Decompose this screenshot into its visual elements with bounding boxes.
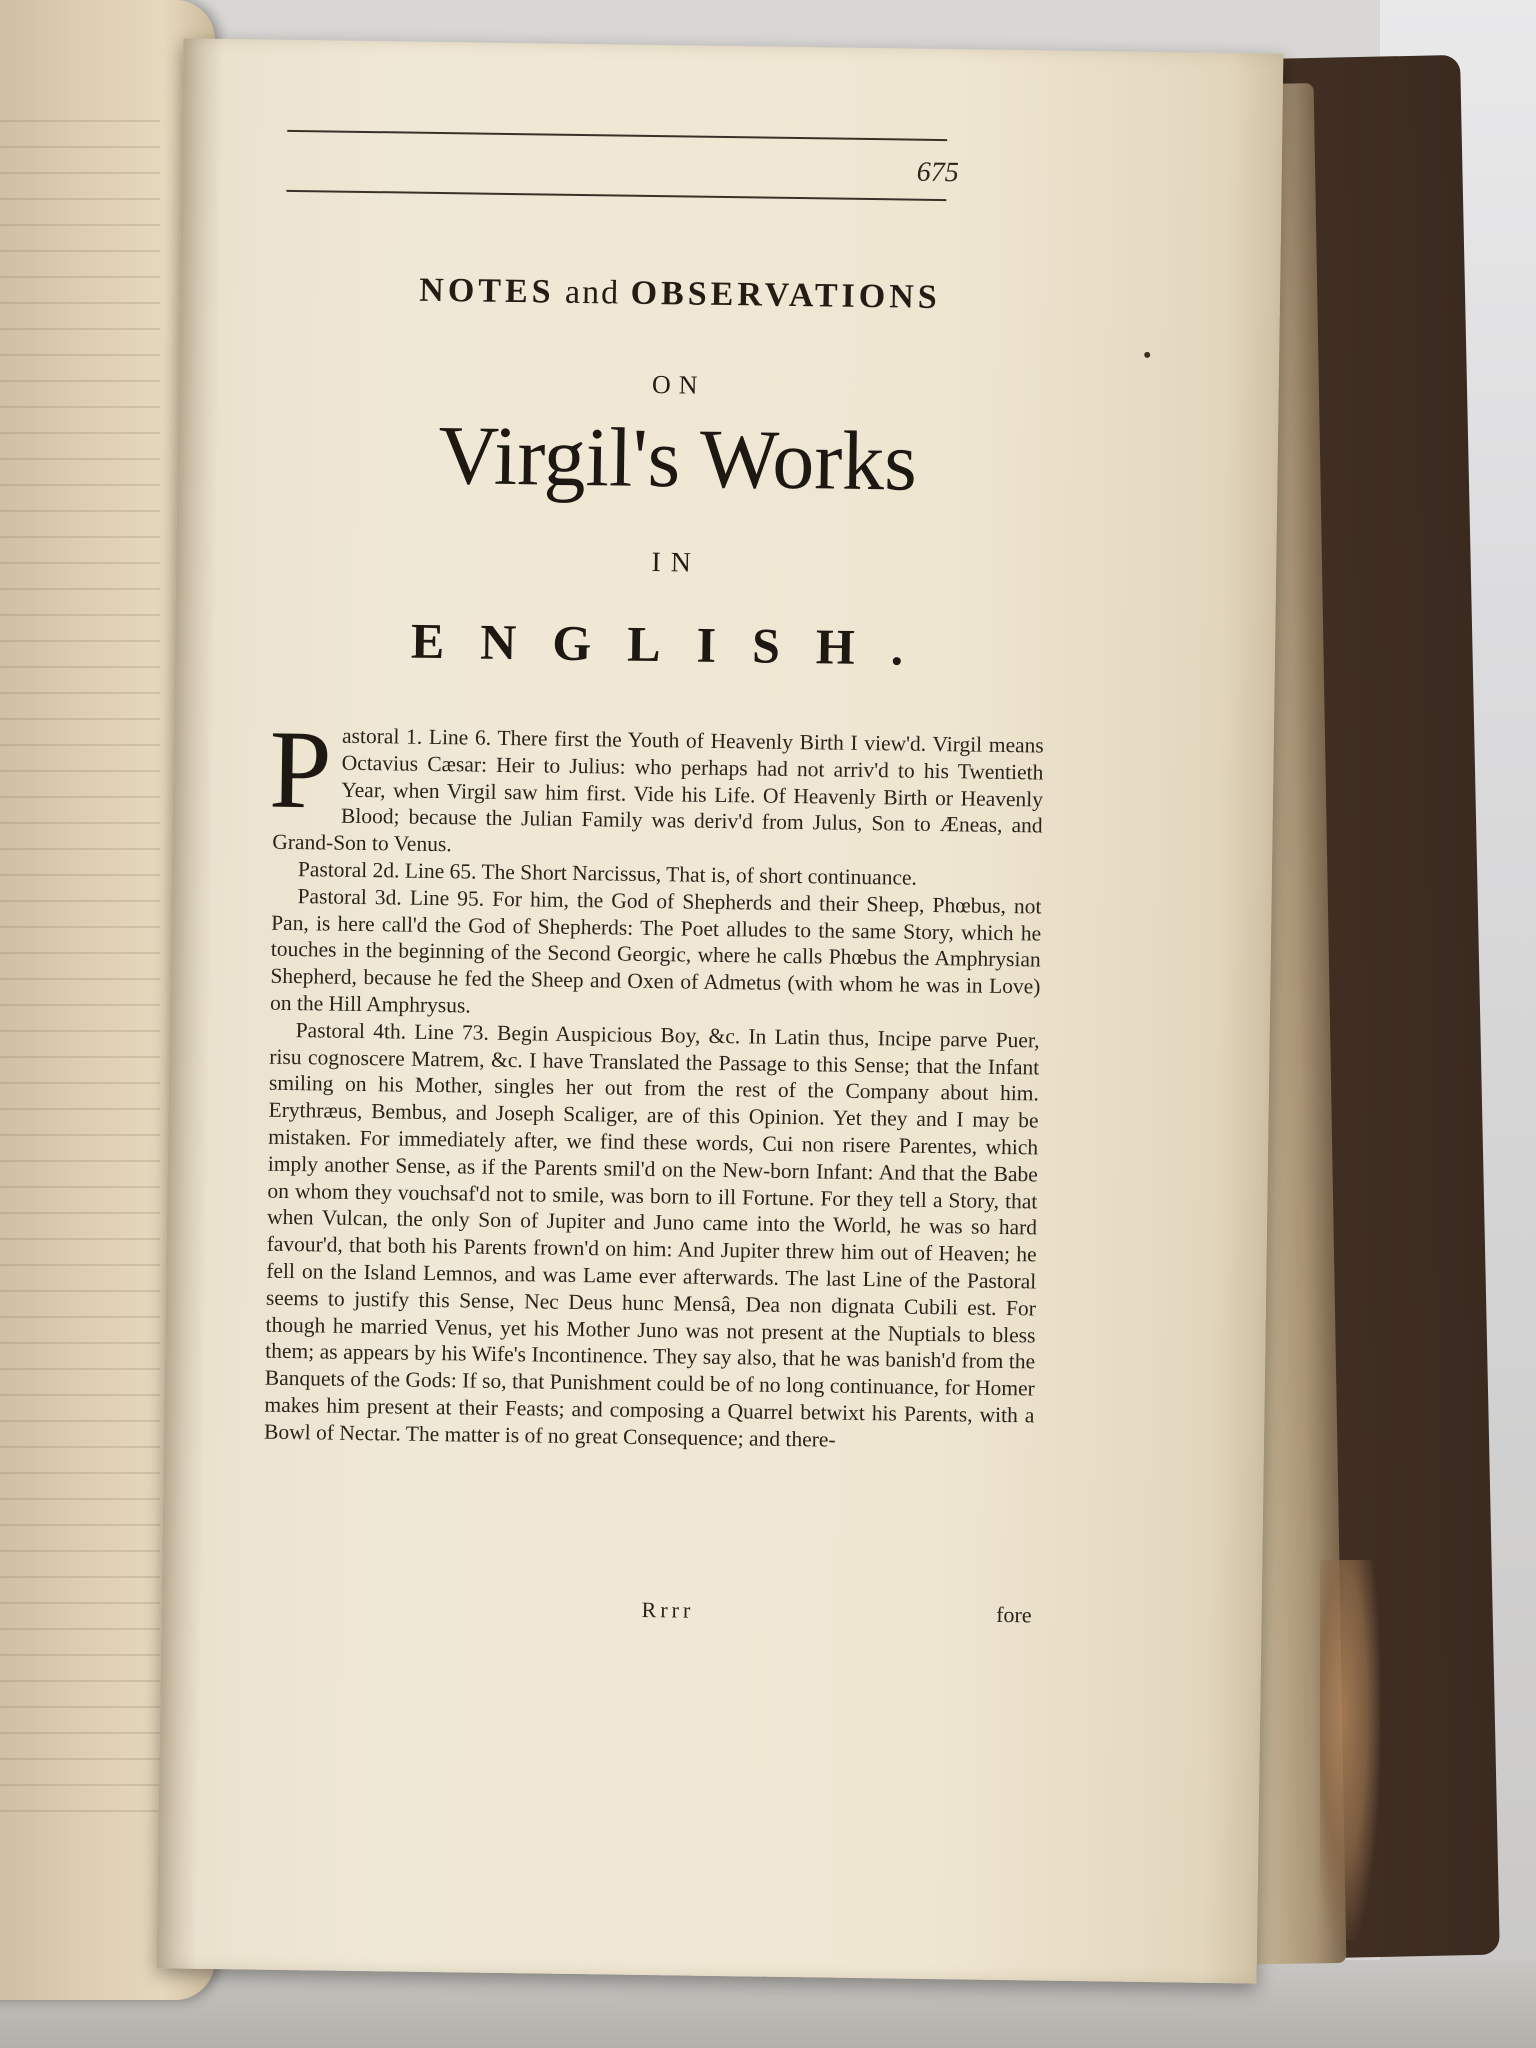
title-in: IN	[651, 547, 702, 579]
title-virgils-works: Virgil's Works	[437, 409, 918, 509]
page-number: 675	[916, 156, 959, 189]
paragraph-pastoral-1	[268, 707, 1044, 867]
ink-speck	[1144, 352, 1150, 358]
paragraph-pastoral-2: Pastoral 2d. Line 65. The Short Narcissus, That is, of short continuance.	[297, 857, 918, 890]
body-text	[263, 707, 1044, 1456]
drop-cap: P	[268, 707, 333, 833]
signature-mark: Rrrr	[641, 1596, 695, 1623]
title-line-notes	[240, 269, 1120, 319]
left-page-text-ghost	[0, 120, 160, 1820]
book-page	[157, 38, 1284, 1983]
header-rule-bottom	[286, 190, 946, 201]
catchword: fore	[996, 1601, 1032, 1628]
title-notes: NOTES	[419, 271, 555, 311]
paragraph-text: astoral 1. Line 6. There first the Youth of Heavenly Birth I view'd. Virgil means Octavius Cæsar: Heir to Julius: who perhaps had not arriv'd to his Twentieth Year, when Virgil saw him first. Vide his Life. Of Heavenly Birth or Heavenly Blood; because the Julian Family was deriv'd from Julus, Son to Æneas, and Grand-Son to Venus.	[272, 723, 1044, 857]
title-english: ENGLISH.	[410, 612, 940, 677]
paragraph-pastoral-4: Pastoral 4th. Line 73. Begin Auspicious Boy, &c. In Latin thus, Incipe parve Puer, risu cognoscere Matrem, &c. I have Translated the Passage to this Sense; that the Infant smiling on his Mother, singles her out from the rest of the Company about him. Erythræus, Bembus, and Joseph Scaliger, are of this Opinion. Yet they and I may be mistaken. For immediately after, we find these words, Cui non risere Parentes, which imply another Sense, as if the Parents smil'd on the New-born Infant: And that the Babe on whom they vouchsaf'd not to smile, was born to ill Fortune. For they tell a Story, that when Vulcan, the only Son of Jupiter and Juno came into the World, he was so hard favour'd, that both his Parents frown'd on him: And Jupiter threw him out of Heaven; he fell on the Island Lemnos, and was Lame ever afterwards. The last Line of the Pastoral seems to justify this Sense, Nec Deus hunc Mensâ, Dea non dignata Cubili est. For though he married Venus, yet his Mother Juno was not present at the Nuptials to bless them; as appears by his Wife's Incontinence. They say also, that he was banish'd from the Banquets of the Gods: If so, that Punishment could be of no long continuance, for Homer makes him present at their Feasts; and composing a Quarrel betwixt his Parents, with a Bowl of Nectar. The matter is of no great Consequence; and there-	[263, 1017, 1040, 1452]
title-observations: OBSERVATIONS	[630, 274, 941, 317]
page-footer	[261, 1592, 1031, 1633]
title-and: and	[564, 273, 621, 312]
header-rule-top	[287, 130, 947, 141]
paragraph-pastoral-3: Pastoral 3d. Line 95. For him, the God of Shepherds and their Sheep, Phœbus, not Pan, is here call'd the God of Shepherds: The Poet alludes to the same Story, which he touches in the beginning of the Second Georgic, where he calls Phœbus the Amphrysian Shepherd, because he fed the Sheep and Oxen of Admetus (with whom he was in Love) on the Hill Amphrysus.	[269, 883, 1042, 1018]
page-edge-wear	[1320, 1560, 1380, 1940]
title-on: ON	[651, 369, 706, 400]
